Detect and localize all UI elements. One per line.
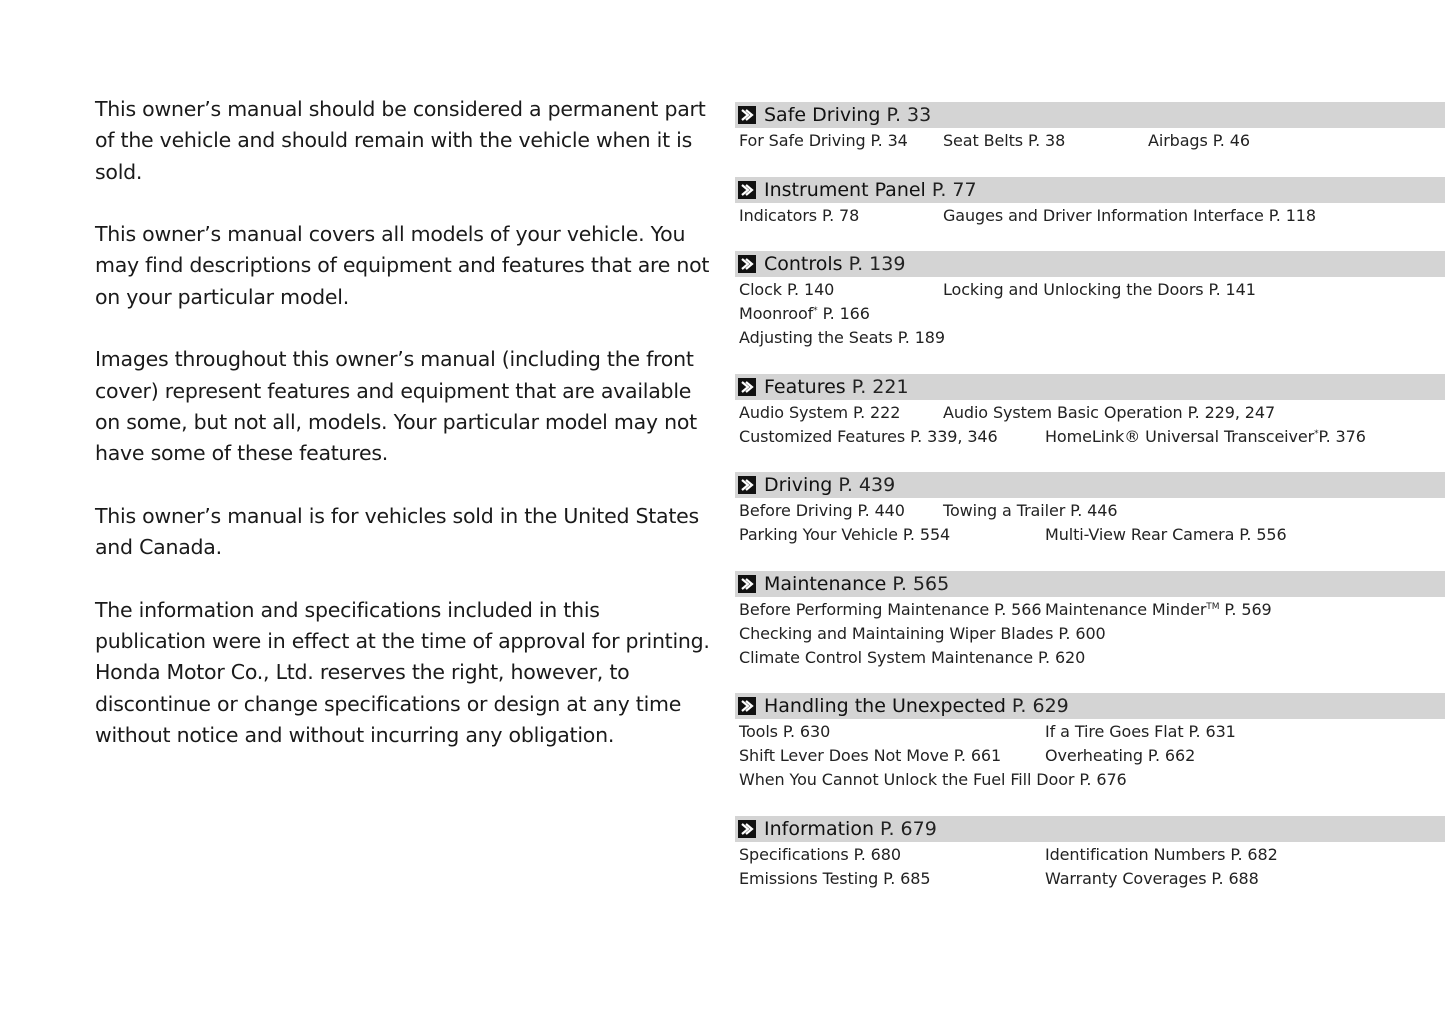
toc-entry[interactable]: Moonroof* P. 166 xyxy=(739,304,870,323)
toc-entry[interactable]: Customized Features P. 339, 346 xyxy=(739,427,998,446)
toc-entry[interactable]: Airbags P. 46 xyxy=(1148,131,1250,150)
intro-paragraph: This owner’s manual covers all models of your vehicle. You may find descriptions of equipment and features that are not on your particular model. xyxy=(95,222,710,309)
toc-entry[interactable]: Identification Numbers P. 682 xyxy=(1045,845,1278,864)
arrow-right-box-icon xyxy=(738,697,756,715)
toc-entry[interactable]: Emissions Testing P. 685 xyxy=(739,869,931,888)
section-title[interactable]: Safe Driving xyxy=(764,104,881,126)
toc-entry[interactable]: Before Driving P. 440 xyxy=(739,501,905,520)
section-header[interactable] xyxy=(735,693,1445,719)
toc-entry[interactable]: Seat Belts P. 38 xyxy=(943,131,1066,150)
section-title[interactable]: Instrument Panel xyxy=(764,179,926,201)
toc-entry[interactable]: Audio System Basic Operation P. 229, 247 xyxy=(943,403,1276,422)
section-title[interactable]: Information xyxy=(764,818,874,840)
section-title[interactable]: Handling the Unexpected xyxy=(764,695,1006,717)
intro-paragraph: Images throughout this owner’s manual (including the front cover) represent features and equipment that are available on some, but not all, models. Your particular model may not have some of these features. xyxy=(95,347,697,466)
section-header[interactable] xyxy=(735,251,1445,277)
toc-entry[interactable]: Tools P. 630 xyxy=(739,722,831,741)
section-page[interactable]: P. 679 xyxy=(879,818,937,840)
section-title[interactable]: Driving xyxy=(764,474,833,496)
arrow-right-box-icon xyxy=(738,255,756,273)
section-page[interactable]: P. 439 xyxy=(838,474,896,496)
toc-section-information xyxy=(735,816,1445,891)
toc-section-maintenance xyxy=(735,571,1445,670)
section-page[interactable]: P. 565 xyxy=(892,573,950,595)
toc-section-controls xyxy=(735,251,1445,350)
toc-entry[interactable]: When You Cannot Unlock the Fuel Fill Door P. 676 xyxy=(739,770,1127,789)
toc-entry[interactable]: Clock P. 140 xyxy=(739,280,835,299)
toc-entry[interactable]: Overheating P. 662 xyxy=(1045,746,1196,765)
arrow-right-box-icon xyxy=(738,106,756,124)
toc-entry[interactable]: Indicators P. 78 xyxy=(739,206,860,225)
intro-paragraph: The information and specifications included in this publication were in effect at the time of approval for printing. Honda Motor Co., Ltd. reserves the right, however, to discontinue or change specifications or design at any time without notice and without incurring any obligation. xyxy=(95,597,710,747)
section-page[interactable]: P. 629 xyxy=(1011,695,1069,717)
footnote-asterisk: * xyxy=(1314,429,1319,439)
section-title[interactable]: Features xyxy=(764,376,846,398)
arrow-right-box-icon xyxy=(738,378,756,396)
section-page[interactable]: P. 33 xyxy=(886,104,932,126)
toc-entry[interactable]: Adjusting the Seats P. 189 xyxy=(739,328,945,347)
toc-entry[interactable]: Towing a Trailer P. 446 xyxy=(943,501,1118,520)
toc-entry[interactable]: Climate Control System Maintenance P. 620 xyxy=(739,648,1086,667)
toc-entry[interactable]: Checking and Maintaining Wiper Blades P. 600 xyxy=(739,624,1106,643)
intro-text xyxy=(95,94,715,783)
toc-section-handling-the-unexpected xyxy=(735,693,1445,792)
intro-paragraph: This owner’s manual should be considered a permanent part of the vehicle and should remain with the vehicle when it is sold. xyxy=(95,97,706,184)
toc-section-features xyxy=(735,374,1445,449)
toc-section-instrument-panel xyxy=(735,177,1445,228)
toc-entry[interactable]: Parking Your Vehicle P. 554 xyxy=(739,525,951,544)
section-header[interactable] xyxy=(735,102,1445,128)
section-header[interactable] xyxy=(735,472,1445,498)
section-header[interactable] xyxy=(735,571,1445,597)
toc-entry[interactable]: Specifications P. 680 xyxy=(739,845,901,864)
table-of-contents xyxy=(735,0,1445,1019)
section-header[interactable] xyxy=(735,177,1445,203)
intro-paragraph: This owner’s manual is for vehicles sold in the United States and Canada. xyxy=(95,503,699,560)
toc-entry[interactable]: Warranty Coverages P. 688 xyxy=(1045,869,1259,888)
trademark-mark: TM xyxy=(1206,602,1220,612)
toc-entry[interactable]: Gauges and Driver Information Interface P. 118 xyxy=(943,206,1316,225)
toc-entry[interactable]: Multi-View Rear Camera P. 556 xyxy=(1045,525,1287,544)
arrow-right-box-icon xyxy=(738,476,756,494)
arrow-right-box-icon xyxy=(738,181,756,199)
toc-entry[interactable]: Shift Lever Does Not Move P. 661 xyxy=(739,746,1002,765)
toc-entry[interactable]: For Safe Driving P. 34 xyxy=(739,131,908,150)
footnote-asterisk: * xyxy=(813,306,818,316)
arrow-right-box-icon xyxy=(738,575,756,593)
section-page[interactable]: P. 77 xyxy=(931,179,977,201)
toc-entry[interactable]: HomeLink® Universal Transceiver*P. 376 xyxy=(1045,427,1366,446)
toc-section-safe-driving xyxy=(735,102,1445,153)
toc-entry[interactable]: Maintenance Minder™ P. 569 xyxy=(1045,600,1272,619)
toc-entry[interactable]: Audio System P. 222 xyxy=(739,403,901,422)
section-title[interactable]: Maintenance xyxy=(764,573,887,595)
section-page[interactable]: P. 221 xyxy=(851,376,909,398)
section-header[interactable] xyxy=(735,374,1445,400)
toc-entry[interactable]: Locking and Unlocking the Doors P. 141 xyxy=(943,280,1256,299)
toc-section-driving xyxy=(735,472,1445,547)
toc-entry[interactable]: If a Tire Goes Flat P. 631 xyxy=(1045,722,1236,741)
section-page[interactable]: P. 139 xyxy=(848,253,906,275)
section-header[interactable] xyxy=(735,816,1445,842)
section-title[interactable]: Controls xyxy=(764,253,843,275)
arrow-right-box-icon xyxy=(738,820,756,838)
toc-entry[interactable]: Before Performing Maintenance P. 566 xyxy=(739,600,1042,619)
